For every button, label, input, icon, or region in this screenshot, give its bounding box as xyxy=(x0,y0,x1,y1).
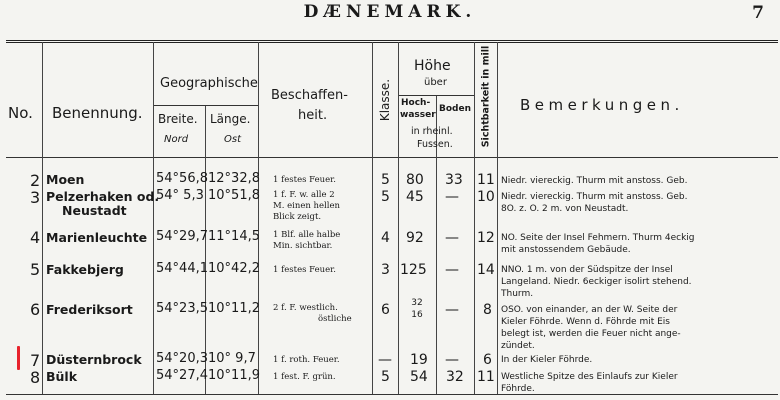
page-title: DÆNEMARK. xyxy=(303,2,477,22)
row-number: 6 xyxy=(30,300,41,319)
longitude: 10°42,2 xyxy=(208,261,260,276)
light-description: 1 f. roth. Feuer. xyxy=(273,355,340,365)
latitude: 54°23,5 xyxy=(156,301,208,316)
station-name: Moen xyxy=(46,172,85,187)
remark-line-2: 8O. z. O. 2 m. von Neustadt. xyxy=(501,204,629,214)
remark: Westliche Spitze des Einlaufs zur Kieler xyxy=(501,372,678,382)
light-description: 1 festes Feuer. xyxy=(273,175,336,185)
latitude: 54°44,1 xyxy=(156,261,208,276)
column-divider xyxy=(474,42,475,394)
column-divider xyxy=(258,42,259,394)
table-bottom-rule xyxy=(6,394,778,395)
col-header-rheinl: in rheinl. xyxy=(411,126,453,137)
latitude: 54°56,8 xyxy=(156,171,208,186)
column-divider xyxy=(497,42,498,394)
column-divider xyxy=(372,42,373,394)
remark: OSO. von einander, an der W. Seite der xyxy=(501,305,678,315)
visibility-miles: 12 xyxy=(477,230,495,246)
visibility-miles: 11 xyxy=(477,369,495,385)
remark: NNO. 1 m. von der Südspitze der Insel xyxy=(501,265,673,275)
light-description-line-3: Blick zeigt. xyxy=(273,212,322,222)
height-highwater: 45 xyxy=(406,189,424,205)
height-ground: 33 xyxy=(445,172,463,188)
light-class: 5 xyxy=(381,189,390,205)
longitude: 10° 9,7 xyxy=(208,351,256,366)
height-highwater-lower: 16 xyxy=(411,310,423,320)
table-top-rule xyxy=(6,40,778,43)
latitude: 54° 5,3 xyxy=(156,188,204,203)
remark: NO. Seite der Insel Fehmern. Thurm 4eckig xyxy=(501,233,695,243)
light-class: 4 xyxy=(381,230,390,246)
remark-line-2: Langeland. Niedr. 6eckiger isolirt stehend. xyxy=(501,277,692,287)
col-header-ueber: über xyxy=(424,77,447,88)
station-name: Fakkebjerg xyxy=(46,262,124,277)
col-header-bemerkungen: Bemerkungen. xyxy=(520,96,684,114)
light-class: 5 xyxy=(381,369,390,385)
height-ground: — xyxy=(445,302,459,318)
col-header-geo: Geographische xyxy=(160,76,258,91)
latitude: 54°20,3 xyxy=(156,351,208,366)
longitude: 11°14,5 xyxy=(208,229,260,244)
latitude: 54°27,4 xyxy=(156,368,208,383)
longitude: 10°51,8 xyxy=(208,188,260,203)
visibility-miles: 14 xyxy=(477,262,495,278)
page-number: 7 xyxy=(752,3,764,23)
height-highwater: 125 xyxy=(400,262,427,278)
remark-line-4: zündet. xyxy=(501,341,535,351)
height-highwater-upper: 32 xyxy=(411,298,423,308)
visibility-miles: 8 xyxy=(483,302,492,318)
station-name: Düsternbrock xyxy=(46,352,142,367)
remark-line-2: mit anstossendem Gebäude. xyxy=(501,245,631,255)
height-highwater: 92 xyxy=(406,230,424,246)
visibility-miles: 10 xyxy=(477,189,495,205)
height-highwater: 80 xyxy=(406,172,424,188)
station-name: Marienleuchte xyxy=(46,230,148,245)
col-header-beschaffen-2: heit. xyxy=(298,108,328,123)
light-description-line-2: östliche xyxy=(318,314,352,324)
column-divider xyxy=(42,42,43,394)
column-divider xyxy=(398,42,399,394)
col-header-name: Benennung. xyxy=(52,104,143,122)
height-ground: — xyxy=(445,352,459,368)
height-ground: — xyxy=(445,262,459,278)
col-header-no: No. xyxy=(8,104,33,122)
row-number: 7 xyxy=(30,351,41,370)
light-description: 1 Blf. alle halbe xyxy=(273,230,341,240)
col-header-klasse: Klasse. xyxy=(378,78,392,122)
col-header-fussen: Fussen. xyxy=(417,139,453,150)
light-description: 2 f. F. westlich. xyxy=(273,303,338,313)
light-description-line-2: Min. sichtbar. xyxy=(273,241,333,251)
longitude: 12°32,8 xyxy=(208,171,260,186)
station-name: Frederiksort xyxy=(46,302,133,317)
row-number: 5 xyxy=(30,260,41,279)
height-ground: — xyxy=(445,230,459,246)
height-ground: 32 xyxy=(446,369,464,385)
col-header-nord: Nord xyxy=(164,134,189,145)
remark-line-2: Föhrde. xyxy=(501,384,535,394)
light-class: 6 xyxy=(381,302,390,318)
latitude: 54°29,7 xyxy=(156,229,208,244)
col-header-ost: Ost xyxy=(224,134,242,145)
light-description: 1 fest. F. grün. xyxy=(273,372,336,382)
col-header-hochwasser: Hoch- xyxy=(401,98,431,108)
column-divider xyxy=(153,42,154,394)
col-header-hochwasser-2: wasser xyxy=(400,110,436,120)
remark-line-3: belegt ist, werden die Feuer nicht ange- xyxy=(501,329,681,339)
col-header-hoehe: Höhe xyxy=(414,58,451,74)
col-header-breite: Breite. xyxy=(158,112,198,126)
longitude: 10°11,9 xyxy=(208,368,260,383)
row-number: 2 xyxy=(30,171,41,190)
remark: In der Kieler Föhrde. xyxy=(501,355,593,365)
height-highwater: 54 xyxy=(410,369,428,385)
station-name-line-2: Neustadt xyxy=(62,203,127,218)
row-number: 8 xyxy=(30,368,41,387)
height-highwater: 19 xyxy=(410,352,428,368)
light-description: 1 festes Feuer. xyxy=(273,265,336,275)
station-name: Bülk xyxy=(46,369,78,384)
header-bottom-rule xyxy=(6,157,778,158)
remark: Niedr. viereckig. Thurm mit anstoss. Geb. xyxy=(501,176,688,186)
col-header-beschaffen: Beschaffen- xyxy=(271,88,348,103)
row-number: 4 xyxy=(30,228,41,247)
light-description: 1 f. F. w. alle 2 xyxy=(273,190,335,200)
remark: Niedr. viereckig. Thurm mit anstoss. Geb. xyxy=(501,192,688,202)
station-name: Pelzerhaken od. xyxy=(46,189,160,204)
col-header-boden: Boden xyxy=(439,104,471,114)
light-class: 5 xyxy=(381,172,390,188)
remark-line-2: Kieler Föhrde. Wenn d. Föhrde mit Eis xyxy=(501,317,670,327)
col-header-sicht: Sichtbarkeit in mill xyxy=(480,45,492,148)
height-highwater-pair xyxy=(408,297,426,321)
light-class: 3 xyxy=(381,262,390,278)
row-number: 3 xyxy=(30,188,41,207)
visibility-miles: 6 xyxy=(483,352,492,368)
light-class: — xyxy=(378,352,392,368)
col-header-laenge: Länge. xyxy=(210,112,251,126)
row-highlight-marker xyxy=(17,346,20,370)
visibility-miles: 11 xyxy=(477,172,495,188)
height-ground: — xyxy=(445,189,459,205)
light-description-line-2: M. einen hellen xyxy=(273,201,340,211)
remark-line-3: Thurm. xyxy=(501,289,534,299)
longitude: 10°11,2 xyxy=(208,301,260,316)
